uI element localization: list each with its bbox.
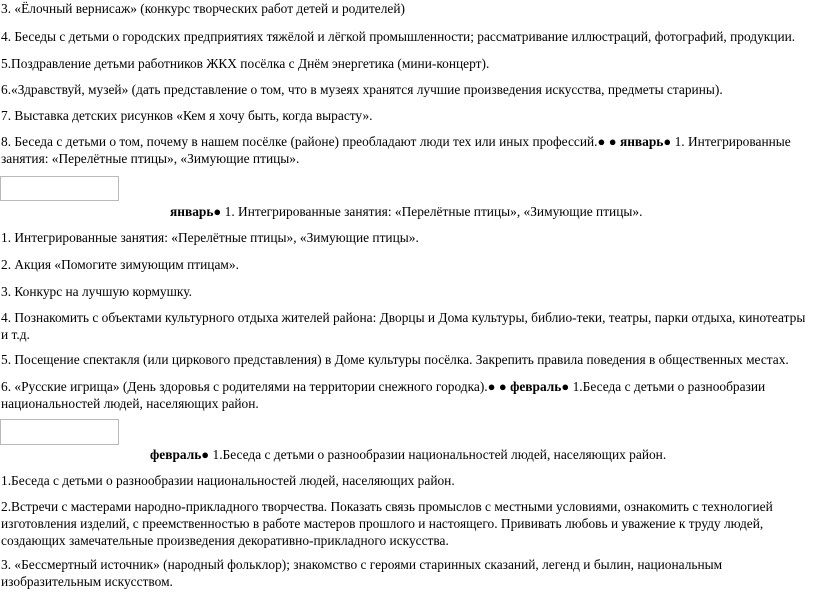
paragraph-bird-action: 2. Акция «Помогите зимующим птицам».: [1, 257, 239, 272]
january-heading: [170, 203, 810, 220]
paragraph-nationalities: 1.Беседа с детьми о разнообразии национальностей людей, населяющих район.: [1, 473, 455, 488]
paragraph-energetics-day: 5.Поздравление детьми работников ЖКХ посёлка с Днём энергетика (мини-концерт).: [1, 56, 490, 71]
russian-games-text: 6. «Русские игрища» (День здоровья с родителями на территории снежного городка).: [1, 379, 488, 394]
bullet-icon: ●: [597, 134, 606, 149]
bullet-icon: ●: [487, 379, 496, 394]
month-february: февраль: [150, 447, 202, 462]
paragraph-factories: 4. Беседы с детьми о городских предприятиях тяжёлой и лёгкой промышленности; рассматривание иллюстраций, фотографий, продукции.: [1, 29, 796, 44]
february-item: 1.Беседа с детьми о разнообразии национальностей людей, населяющих район.: [1, 379, 766, 411]
january-item: 1. Интегрированные занятия: «Перелётные птицы», «Зимующие птицы».: [221, 204, 643, 219]
february-item: 1.Беседа с детьми о разнообразии национальностей людей, населяющих район.: [209, 447, 667, 462]
paragraph-theatre-visit: 5. Посещение спектакля (или циркового представления) в Доме культуры посёлка. Закрепить правила поведения в общественных местах.: [1, 352, 789, 367]
paragraph-russian-games: [1, 378, 813, 412]
month-january: январь: [619, 134, 664, 149]
bullet-icon: ●: [663, 134, 672, 149]
professions-text: 8. Беседа с детьми о том, почему в нашем посёлке (районе) преобладают люди тех или иных профессий.: [1, 134, 598, 149]
paragraph-craftsmen: 2.Встречи с мастерами народно-прикладного творчества. Показать связь промыслов с местными условиями, ознакомить с технологией изготовления изделий, с преемственностью в работе мастеров прошлого и настоящего. Прививать любовь и уважение к труду людей, создающих замечательные произведения декоративно-прикладного искусства.: [1, 499, 773, 548]
february-heading: [150, 446, 810, 463]
paragraph-professions: [1, 133, 813, 167]
bullet-icon: ●: [498, 379, 507, 394]
january-item: 1. Интегрированные занятия: «Перелётные птицы», «Зимующие птицы».: [1, 134, 791, 166]
bullet-icon: ●: [201, 447, 210, 462]
month-january: январь: [170, 204, 214, 219]
month-february: февраль: [510, 379, 562, 394]
paragraph-vernisage: 3. «Ёлочный вернисаж» (конкурс творческих работ детей и родителей): [1, 1, 405, 16]
paragraph-integrated-lessons: 1. Интегрированные занятия: «Перелётные птицы», «Зимующие птицы».: [1, 230, 419, 245]
bullet-icon: ●: [561, 379, 570, 394]
empty-frame: [0, 176, 119, 201]
bullet-icon: ●: [213, 204, 222, 219]
paragraph-museum: 6.«Здравствуй, музей» (дать представление о том, что в музеях хранятся лучшие произведения искусства, предметы старины).: [1, 82, 723, 97]
bullet-icon: ●: [608, 134, 617, 149]
paragraph-feeder-contest: 3. Конкурс на лучшую кормушку.: [1, 284, 192, 299]
paragraph-drawings: 7. Выставка детских рисунков «Кем я хочу быть, когда вырасту».: [1, 108, 373, 123]
paragraph-folklore: 3. «Бессмертный источник» (народный фольклор); знакомство с героями старинных сказаний, легенд и былин, национальным изобразительным искусством.: [1, 557, 723, 589]
paragraph-culture-objects: 4. Познакомить с объектами культурного отдыха жителей района: Дворцы и Дома культуры, библио-теки, театры, парки отдыха, кинотеатры и т.д.: [1, 310, 806, 342]
empty-frame: [0, 419, 119, 445]
